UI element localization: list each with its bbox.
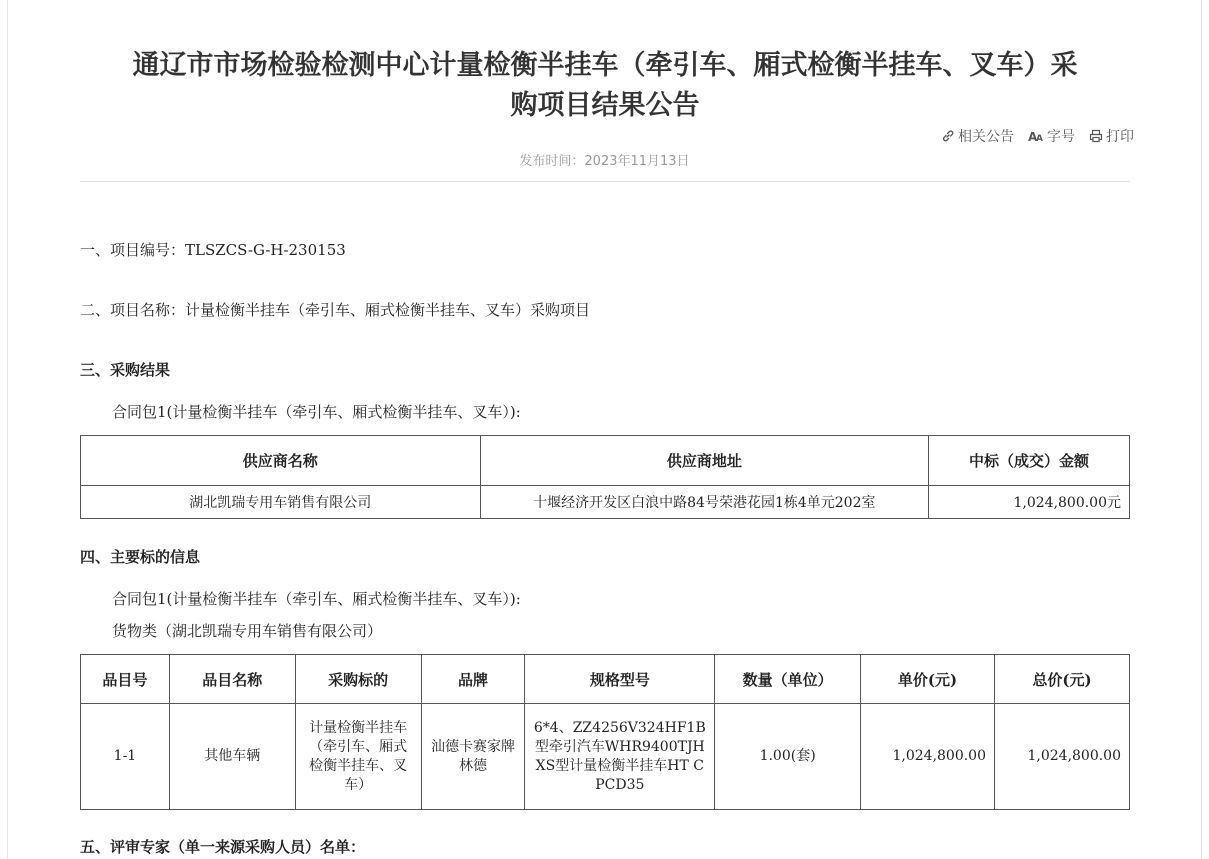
supplier-name: 湖北凯瑞专用车销售有限公司 [81,486,481,519]
print-button[interactable] [1089,126,1134,146]
item-total-price: 1,024,800.00 [995,704,1130,810]
supplier-address: 十堰经济开发区白浪中路84号荣港花园1栋4单元202室 [480,486,929,519]
goods-category-label: 货物类（湖北凯瑞专用车销售有限公司） [112,622,383,640]
result-table [80,435,1130,519]
link-icon [941,129,955,143]
table-row [81,486,1130,519]
header-award-amount: 中标（成交）金额 [929,436,1130,486]
section-project-number: 一、项目编号：TLSZCS-G-H-230153 [80,241,346,259]
item-no: 1-1 [81,704,170,810]
font-size-label: 字号 [1047,129,1075,145]
svg-text:A: A [1028,130,1038,143]
item-spec: 6*4、ZZ4256V324HF1B型牵引汽车WHR9400TJHXS型计量检衡半挂车HT CPCD35 [525,704,715,810]
header-total-price: 总价(元) [995,655,1130,704]
print-label: 打印 [1106,129,1134,145]
item-table [80,654,1130,810]
header-subject: 采购标的 [295,655,421,704]
table-row [81,704,1130,810]
related-notice-button[interactable] [941,126,1014,146]
table-header-row [81,436,1130,486]
print-icon [1089,129,1103,143]
contract-package-label: 合同包1(计量检衡半挂车（牵引车、厢式检衡半挂车、叉车）): [112,590,521,608]
header-unit-price: 单价(元) [861,655,995,704]
item-subject: 计量检衡半挂车（牵引车、厢式检衡半挂车、叉车） [295,704,421,810]
divider [80,181,1130,182]
table-header-row [81,655,1130,704]
item-unit-price: 1,024,800.00 [861,704,995,810]
section-project-name: 二、项目名称：计量检衡半挂车（牵引车、厢式检衡半挂车、叉车）采购项目 [80,301,591,319]
item-name: 其他车辆 [169,704,295,810]
section-procurement-result: 三、采购结果 [80,361,171,379]
header-item-no: 品目号 [81,655,170,704]
related-notice-label: 相关公告 [958,129,1014,145]
page-title: 通辽市市场检验检测中心计量检衡半挂车（牵引车、厢式检衡半挂车、叉车）采购项目结果公告 [132,50,1078,121]
header-supplier-address: 供应商地址 [480,436,929,486]
svg-text:A: A [1036,134,1043,143]
font-size-button[interactable] [1028,126,1075,146]
toolbar [941,126,1134,146]
header-supplier-name: 供应商名称 [81,436,481,486]
section-experts: 五、评审专家（单一来源采购人员）名单： [80,838,366,856]
contract-package-label: 合同包1(计量检衡半挂车（牵引车、厢式检衡半挂车、叉车）): [112,403,521,421]
header-brand: 品牌 [421,655,525,704]
header-spec: 规格型号 [525,655,715,704]
font-size-icon [1028,129,1044,143]
award-amount: 1,024,800.00元 [929,486,1130,519]
header-quantity: 数量（单位） [715,655,861,704]
publish-date: 发布时间：2023年11月13日 [519,154,690,169]
header-item-name: 品目名称 [169,655,295,704]
section-main-items: 四、主要标的信息 [80,548,201,566]
item-brand: 汕德卡赛家牌林德 [421,704,525,810]
item-quantity: 1.00(套) [715,704,861,810]
